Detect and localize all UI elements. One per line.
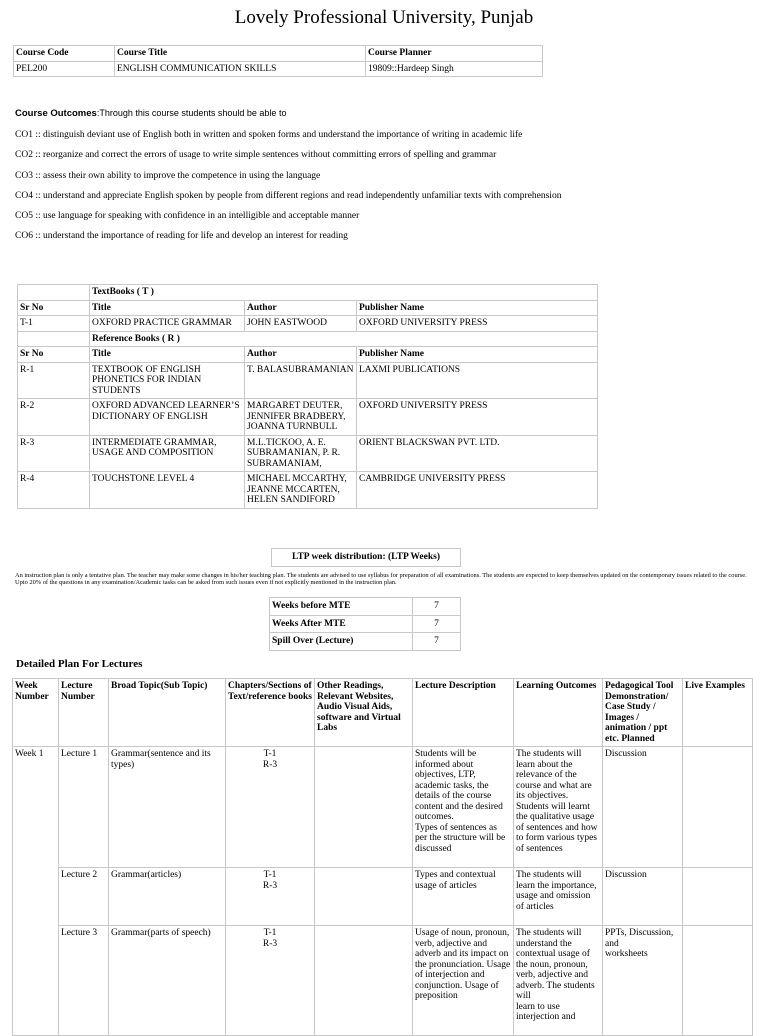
lecture-outcomes: The students will learn the importance, usage and omission of articles <box>514 868 603 926</box>
book-srno: R-1 <box>18 362 90 399</box>
outcome-item: CO5 :: use language for speaking with confidence in an intelligible and acceptable manner <box>15 211 360 222</box>
ltp-heading-box <box>271 548 461 567</box>
lecture-live-examples <box>683 926 753 1036</box>
books-header-srno: Sr No <box>18 300 90 316</box>
book-author: JOHN EASTWOOD <box>245 316 357 332</box>
plan-header-description: Lecture Description <box>413 679 514 747</box>
book-srno: T-1 <box>18 316 90 332</box>
plan-header-week: Week Number <box>13 679 59 747</box>
reference-row <box>18 399 598 436</box>
lecture-topic: Grammar(sentence and its types) <box>109 747 226 868</box>
course-outcomes-intro: :Through this course students should be able to <box>96 108 287 118</box>
lecture-live-examples <box>683 868 753 926</box>
lecture-row <box>13 926 753 1036</box>
reference-row <box>18 435 598 472</box>
book-title: INTERMEDIATE GRAMMAR, USAGE AND COMPOSITION <box>90 435 245 472</box>
books-header-srno: Sr No <box>18 347 90 363</box>
reference-books-heading: Reference Books ( R ) <box>90 331 598 347</box>
plan-header-live: Live Examples <box>683 679 753 747</box>
books-header-publisher: Publisher Name <box>357 347 598 363</box>
book-author: T. BALASUBRAMANIAN <box>245 362 357 399</box>
course-title-header: Course Title <box>115 46 366 62</box>
course-outcomes-list <box>15 125 561 247</box>
outcome-item: CO4 :: understand and appreciate English spoken by people from different regions and read independently unfamiliar texts with comprehension <box>15 190 562 201</box>
course-planner-header: Course Planner <box>366 46 543 62</box>
books-header-publisher: Publisher Name <box>357 300 598 316</box>
book-title: TEXTBOOK OF ENGLISH PHONETICS FOR INDIAN STUDENTS <box>90 362 245 399</box>
lecture-tool: Discussion <box>603 747 683 868</box>
course-planner: 19809::Hardeep Singh <box>366 61 543 77</box>
lecture-other-readings <box>315 926 413 1036</box>
ltp-value: 7 <box>413 615 461 633</box>
outcome-item: CO2 :: reorganize and correct the errors of usage to write simple sentences without committing errors of spelling and grammar <box>15 150 497 161</box>
ltp-weeks-table <box>269 597 461 651</box>
lecture-number: Lecture 1 <box>59 747 109 868</box>
lecture-chapters: T-1 R-3 <box>226 926 315 1036</box>
books-header-title: Title <box>90 300 245 316</box>
ltp-value: 7 <box>413 598 461 616</box>
book-publisher: CAMBRIDGE UNIVERSITY PRESS <box>357 472 598 509</box>
book-author: MARGARET DEUTER, JENNIFER BRADBERY, JOANNA TURNBULL <box>245 399 357 436</box>
lecture-plan-table <box>12 678 753 1036</box>
lecture-row <box>13 868 753 926</box>
book-publisher: OXFORD UNIVERSITY PRESS <box>357 399 598 436</box>
course-title: ENGLISH COMMUNICATION SKILLS <box>115 61 366 77</box>
book-publisher: LAXMI PUBLICATIONS <box>357 362 598 399</box>
books-table <box>17 284 598 509</box>
ltp-label: Weeks After MTE <box>270 615 413 633</box>
lecture-topic: Grammar(articles) <box>109 868 226 926</box>
book-title: TOUCHSTONE LEVEL 4 <box>90 472 245 509</box>
books-header-author: Author <box>245 347 357 363</box>
course-code-header: Course Code <box>14 46 115 62</box>
course-outcomes-heading-line <box>15 108 286 119</box>
week-number: Week 1 <box>13 747 59 1036</box>
lecture-outcomes: The students will learn about the relevance of the course and what are its objectives. Students will learnt the qualitative usage of sentences and how to form various types of sentences <box>514 747 603 868</box>
plan-header-topic: Broad Topic(Sub Topic) <box>109 679 226 747</box>
course-outcomes-heading: Course Outcomes <box>15 108 97 119</box>
ltp-value: 7 <box>413 633 461 651</box>
textbook-row <box>18 316 598 332</box>
lecture-description: Usage of noun, pronoun, verb, adjective and adverb and its impact on the pronunciation. Usage of interjection and conjunction. Usage of preposition <box>413 926 514 1036</box>
books-header-author: Author <box>245 300 357 316</box>
book-srno: R-2 <box>18 399 90 436</box>
lecture-topic: Grammar(parts of speech) <box>109 926 226 1036</box>
ltp-heading: LTP week distribution: (LTP Weeks) <box>272 549 461 567</box>
outcome-item: CO6 :: understand the importance of reading for life and develop an interest for reading <box>15 231 348 242</box>
book-author: M.L.TICKOO, A. E. SUBRAMANIAN, P. R. SUBRAMANIAM, <box>245 435 357 472</box>
books-header-title: Title <box>90 347 245 363</box>
plan-header-lecture: Lecture Number <box>59 679 109 747</box>
plan-header-other: Other Readings, Relevant Websites, Audio Visual Aids, software and Virtual Labs <box>315 679 413 747</box>
course-code: PEL200 <box>14 61 115 77</box>
book-publisher: ORIENT BLACKSWAN PVT. LTD. <box>357 435 598 472</box>
book-title: OXFORD PRACTICE GRAMMAR <box>90 316 245 332</box>
lecture-description: Students will be informed about objectives, LTP, academic tasks, the details of the course content and the desired outcomes. Types of sentences as per the structure will be discussed <box>413 747 514 868</box>
lecture-row <box>13 747 753 868</box>
plan-header-outcomes: Learning Outcomes <box>514 679 603 747</box>
lecture-number: Lecture 3 <box>59 926 109 1036</box>
book-srno: R-3 <box>18 435 90 472</box>
book-srno: R-4 <box>18 472 90 509</box>
plan-header-tool: Pedagogical Tool Demonstration/ Case Study / Images / animation / ppt etc. Planned <box>603 679 683 747</box>
lecture-chapters: T-1 R-3 <box>226 868 315 926</box>
page-title: Lovely Professional University, Punjab <box>234 7 534 28</box>
plan-header-chapters: Chapters/Sections of Text/reference books <box>226 679 315 747</box>
ltp-row <box>270 598 461 616</box>
lecture-outcomes: The students will understand the contextual usage of the noun, pronoun, verb, adjective and adverb. The students will learn to use interjection and <box>514 926 603 1036</box>
book-publisher: OXFORD UNIVERSITY PRESS <box>357 316 598 332</box>
ltp-row <box>270 633 461 651</box>
lecture-number: Lecture 2 <box>59 868 109 926</box>
outcome-item: CO1 :: distinguish deviant use of English both in written and spoken forms and understand the importance of writing in academic life <box>15 130 523 140</box>
outcome-item: CO3 :: assess their own ability to improve the competence in using the language <box>15 170 321 181</box>
lecture-other-readings <box>315 868 413 926</box>
lecture-live-examples <box>683 747 753 868</box>
ltp-label: Weeks before MTE <box>270 598 413 616</box>
instruction-note: An instruction plan is only a tentative plan. The teacher may make some changes in his/her teaching plan. The students are advised to use syllabus for preparation of all examinations. The students are expected to keep themselves updated on the contemporary issues related to the course. Upto 20% of the questions in any examination/Academic tasks can be asked from such issues even if not explicitly mentioned in the instruction plan. <box>15 572 747 587</box>
plan-heading: Detailed Plan For Lectures <box>16 658 143 670</box>
course-info-table <box>13 45 543 77</box>
textbooks-heading: TextBooks ( T ) <box>90 285 598 301</box>
ltp-label: Spill Over (Lecture) <box>270 633 413 651</box>
reference-row <box>18 472 598 509</box>
lecture-description: Types and contextual usage of articles <box>413 868 514 926</box>
lecture-tool: Discussion <box>603 868 683 926</box>
lecture-tool: PPTs, Discussion, and worksheets <box>603 926 683 1036</box>
ltp-row <box>270 615 461 633</box>
book-author: MICHAEL MCCARTHY, JEANNE MCCARTEN, HELEN SANDIFORD <box>245 472 357 509</box>
reference-row <box>18 362 598 399</box>
book-title: OXFORD ADVANCED LEARNER’S DICTIONARY OF ENGLISH <box>90 399 245 436</box>
lecture-other-readings <box>315 747 413 868</box>
lecture-chapters: T-1 R-3 <box>226 747 315 868</box>
